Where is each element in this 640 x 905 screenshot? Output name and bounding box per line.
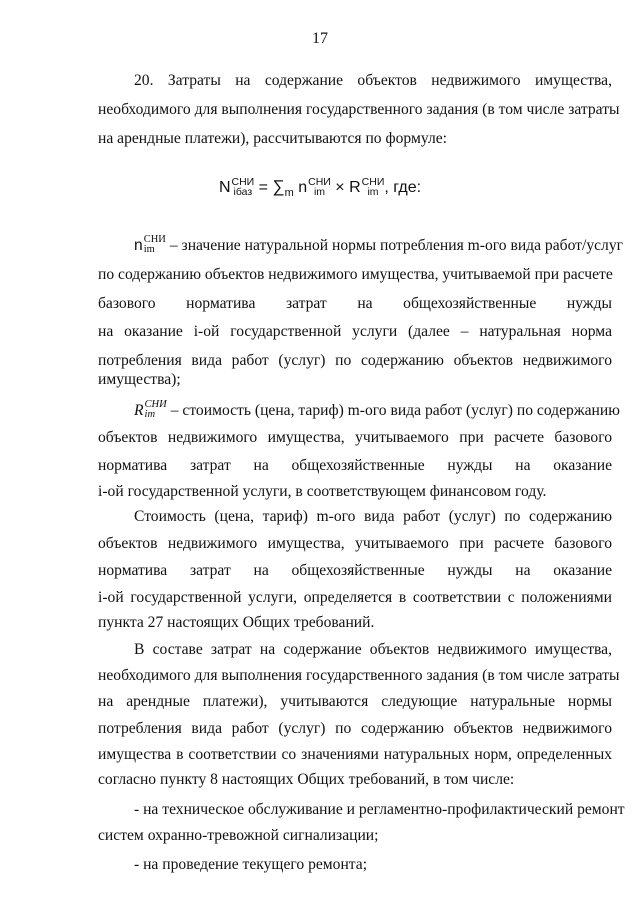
formula bbox=[0, 177, 640, 198]
def-r-line-3: норматива затрат на общехозяйственные нужды на оказание bbox=[98, 457, 612, 474]
def-n-line-2: по содержанию объектов недвижимого имущества, учитываемой при расчете bbox=[98, 266, 613, 283]
def-n-text-1: – значение натуральной нормы потребления m-ого вида работ/услуг bbox=[169, 237, 624, 254]
para-cost-line-5: пункта 27 настоящих Общих требований. bbox=[98, 614, 375, 631]
para-compose-line-2: необходимого для выполнения государственного задания (в том числе затраты bbox=[98, 667, 620, 684]
def-r-line-4: i-ой государственной услуги, в соответствующем финансовом году. bbox=[98, 483, 547, 500]
def-n-line-5: потребления вида работ (услуг) по содержанию объектов недвижимого bbox=[98, 352, 612, 369]
def-r-text-1: – стоимость (цена, тариф) m-ого вида работ (услуг) по содержанию bbox=[170, 402, 620, 419]
list-item-1-line-1: - на техническое обслуживание и регламентно-профилактический ремонт bbox=[134, 801, 625, 818]
list-item-2-line-1: - на проведение текущего ремонта; bbox=[134, 856, 368, 873]
page-number: 17 bbox=[312, 30, 328, 47]
para-compose-line-3: на арендные платежи), учитываются следующие натуральные нормы bbox=[98, 693, 612, 710]
formula-tail: , где: bbox=[384, 179, 422, 196]
def-r-line-1 bbox=[134, 399, 620, 421]
para-cost-line-4: i-ой государственной услуги, определяется в соответствии с положениями bbox=[98, 589, 612, 606]
formula-sum-sub: m bbox=[284, 187, 294, 199]
formula-sum-sign: ∑ bbox=[272, 177, 285, 196]
def-n-sub: im bbox=[143, 244, 155, 255]
para-cost-line-1: Стоимость (цена, тариф) m-ого вида работ (услуг) по содержанию bbox=[134, 508, 612, 525]
para-compose-line-4: потребления вида работ (услуг) по содержанию объектов недвижимого bbox=[98, 720, 612, 737]
formula-r-symbol: R bbox=[349, 179, 361, 196]
def-n-line-3: базового норматива затрат на общехозяйственные нужды bbox=[98, 295, 612, 312]
para20-line-1: 20. Затраты на содержание объектов недвижимого имущества, bbox=[134, 72, 612, 89]
formula-times: × bbox=[335, 179, 345, 196]
para20-line-2: необходимого для выполнения государственного задания (в том числе затраты bbox=[98, 101, 620, 118]
def-r-sup: СНИ bbox=[144, 399, 167, 410]
para-cost-line-3: норматива затрат на общехозяйственные нужды на оказание bbox=[98, 562, 612, 579]
def-r-sub: im bbox=[144, 409, 156, 420]
para-compose-line-6: согласно пункту 8 настоящих Общих требований, в том числе: bbox=[98, 771, 515, 788]
para20-line-3: на арендные платежи), рассчитываются по формуле: bbox=[98, 130, 447, 147]
def-n-symbol: n bbox=[134, 237, 143, 254]
formula-r-sub: im bbox=[367, 185, 379, 198]
para-compose-line-1: В составе затрат на содержание объектов недвижимого имущества, bbox=[134, 641, 612, 658]
formula-equals: = bbox=[258, 179, 269, 196]
formula-n-sub: im bbox=[313, 185, 326, 198]
formula-lhs-sub: iбаз bbox=[233, 185, 253, 198]
para-compose-line-5: имущества в соответствии со значениями натуральных норм, определенных bbox=[98, 746, 612, 763]
formula-r-sup: СНИ bbox=[361, 175, 385, 188]
def-n-sup: СНИ bbox=[143, 234, 166, 245]
formula-n-symbol: n bbox=[298, 179, 308, 196]
formula-n-sup: СНИ bbox=[308, 175, 331, 188]
def-r-line-2: объектов недвижимого имущества, учитываемого при расчете базового bbox=[98, 429, 612, 446]
para-cost-line-2: объектов недвижимого имущества, учитываемого при расчете базового bbox=[98, 535, 612, 552]
def-r-symbol: R bbox=[134, 402, 144, 419]
list-item-1-line-2: систем охранно-тревожной сигнализации; bbox=[98, 827, 379, 844]
def-n-line-1 bbox=[134, 234, 624, 256]
def-n-line-4: на оказание i-ой государственной услуги (далее – натуральная норма bbox=[98, 323, 612, 340]
formula-lhs-sup: СНИ bbox=[231, 175, 255, 188]
formula-lhs-symbol: N bbox=[218, 179, 231, 196]
def-n-line-6: имущества); bbox=[98, 371, 181, 388]
